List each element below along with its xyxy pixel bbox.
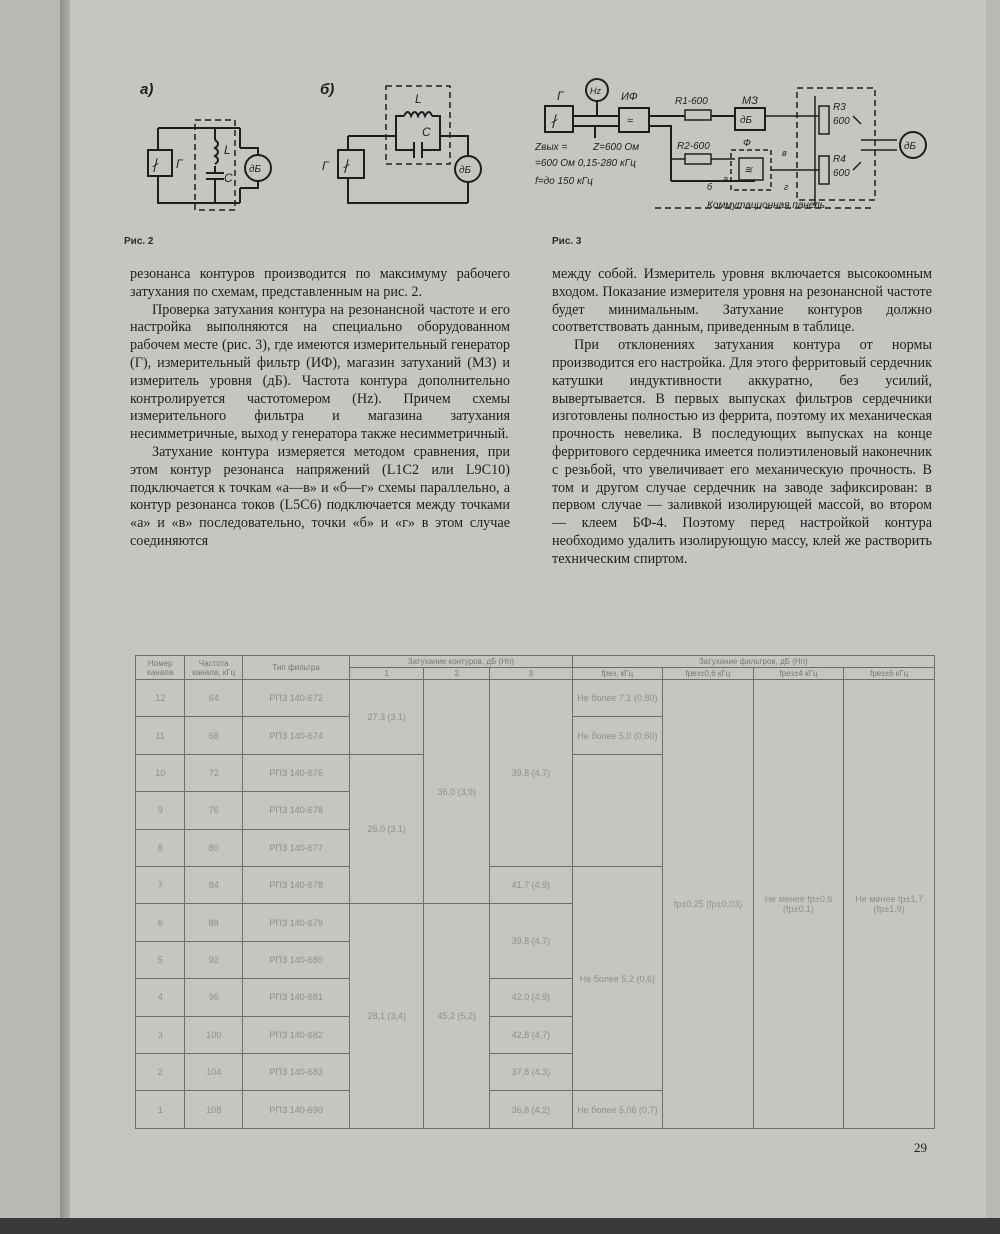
cell: 12: [136, 680, 185, 717]
fig2b-label: б): [320, 81, 335, 98]
subheader: fрез, кГц: [572, 668, 663, 680]
svg-text:а: а: [723, 174, 729, 184]
cell: 45,2 (5,2): [424, 904, 490, 1129]
header-filter-attenuation: Затухание фильтров, дБ (Нп): [572, 656, 934, 668]
cell: РПЗ 140-677: [243, 829, 350, 866]
subheader: fрез±4 кГц: [753, 668, 844, 680]
svg-text:∤: ∤: [550, 112, 557, 128]
svg-text:Коммутационная панель: Коммутационная панель: [707, 200, 826, 211]
cell: РПЗ 140-676: [243, 754, 350, 791]
svg-text:R1-600: R1-600: [675, 96, 708, 107]
paragraph: При отклонениях затухания контура от нормы производится его настройка. Для этого ферритовый сердечник катушки индуктивности аккуратно, без усилий, вывертывается. В первых выпусках фильтров сердечники изготовлены полностью из феррита, поэтому их механическая прочность невелика. В последующих выпусках на конце ферритового сердечника имеется полиэтиленовый наконечник с резьбой, что увеличивает его механическую прочность. В том и другом случае сердечник на заводе зафиксирован: в первом случае — заливкой изолирующей массой, во втором — клеем БФ-4. Поэтому перед настройкой контура необходимо удалить изолирующую массу, клей же растворить техническим спиртом.: [552, 337, 932, 567]
svg-text:в: в: [782, 148, 787, 158]
svg-text:Г: Г: [322, 159, 329, 173]
figure-2b-circuit: [318, 78, 488, 218]
cell: 9: [136, 792, 185, 829]
cell: РПЗ 140-674: [243, 717, 350, 754]
cell: 104: [185, 1054, 243, 1091]
cell: 108: [185, 1091, 243, 1129]
paragraph: Затухание контура измеряется методом сравнения, при этом контур резонанса напряжений (L1C2 или L9C10) подключается к точкам «а—в» и «б—г» схемы параллельно, а контур резонанса токов (L5C6) подключается между точками «а» и «в» последовательно, точки «б» и «г» в этом случае соединяются: [130, 443, 510, 549]
svg-text:600: 600: [833, 168, 850, 179]
svg-text:C: C: [224, 171, 233, 185]
svg-text:C: C: [422, 125, 431, 139]
attenuation-table: [135, 655, 935, 1129]
cell: 2: [136, 1054, 185, 1091]
svg-text:Z=600 Ом: Z=600 Ом: [593, 142, 640, 153]
cell: РПЗ 140-683: [243, 1054, 350, 1091]
cell: Не менее fр±0,6 (fр±0,1): [753, 680, 844, 1129]
cell: Не менее fр±1,7 (fр±1,9): [844, 680, 935, 1129]
cell: 36,0 (3,9): [424, 680, 490, 904]
cell: 6: [136, 904, 185, 941]
cell: fр±0,25 (fр±0,03): [663, 680, 754, 1129]
cell: 41,7 (4,9): [490, 867, 572, 904]
page-bottom-edge: [0, 1218, 1000, 1234]
subheader: fрез±6 кГц: [844, 668, 935, 680]
cell: 7: [136, 867, 185, 904]
cell: 42,0 (4,9): [490, 979, 572, 1016]
header-frequency: Частота канала, кГц: [185, 656, 243, 680]
cell: 27,3 (3,1): [350, 680, 424, 755]
svg-text:≈: ≈: [627, 115, 634, 127]
cell: 68: [185, 717, 243, 754]
svg-text:f=до 150 кГц: f=до 150 кГц: [535, 176, 593, 187]
svg-text:R2-600: R2-600: [677, 141, 710, 152]
header-channel: Номер канала: [136, 656, 185, 680]
svg-text:Г: Г: [176, 157, 183, 171]
cell: Не более 5,06 (0,7): [572, 1091, 663, 1129]
cell: 5: [136, 941, 185, 978]
cell: Не более 5,2 (0,6): [572, 867, 663, 1091]
cell: 64: [185, 680, 243, 717]
text-column-right: [552, 266, 932, 569]
header-filter-type: Тип фильтра: [243, 656, 350, 680]
cell: 42,8 (4,7): [490, 1016, 572, 1053]
cell: 1: [136, 1091, 185, 1129]
cell: 76: [185, 792, 243, 829]
svg-text:дБ: дБ: [459, 165, 472, 176]
page-number: 29: [914, 1140, 927, 1155]
cell: РПЗ 140-678: [243, 867, 350, 904]
svg-text:ИФ: ИФ: [621, 91, 638, 103]
svg-text:600: 600: [833, 116, 850, 127]
subheader: 2: [424, 668, 490, 680]
cell: 92: [185, 941, 243, 978]
cell: 88: [185, 904, 243, 941]
figure-2-caption: Рис. 2: [124, 236, 154, 247]
cell: РПЗ 140-690: [243, 1091, 350, 1129]
cell: РПЗ 140-682: [243, 1016, 350, 1053]
paragraph: резонанса контуров производится по максимуму рабочего затухания по схемам, представленным на рис. 2.: [130, 266, 510, 300]
cell: РПЗ 140-680: [243, 941, 350, 978]
cell: 39,8 (4,7): [490, 680, 572, 867]
cell: 4: [136, 979, 185, 1016]
figure-2a-circuit: [140, 78, 280, 218]
cell: РПЗ 140-672: [243, 680, 350, 717]
svg-text:дБ: дБ: [249, 164, 262, 175]
svg-text:≋: ≋: [744, 165, 753, 176]
svg-text:г: г: [784, 182, 789, 192]
figure-3-test-bench-diagram: [535, 76, 930, 216]
svg-text:∤: ∤: [151, 156, 158, 172]
cell: [572, 754, 663, 866]
figure-3-caption: Рис. 3: [552, 236, 582, 247]
svg-text:∤: ∤: [342, 157, 349, 173]
cell: 72: [185, 754, 243, 791]
svg-text:б: б: [707, 182, 713, 192]
paragraph: Проверка затухания контура на резонансной частоте и его настройка выполняются на специально оборудованном рабочем месте (рис. 3), где имеются измерительный генератор (Г), измерительный фильтр (ИФ), магазин затуханий (МЗ) и измеритель уровня (дБ). Частота контура дополнительно контролируется частотомером (Hz). Причем схемы измерительного фильтра и магазина затухания несимметричные, выход у генератора также несимметричный.: [130, 301, 510, 443]
subheader: 1: [350, 668, 424, 680]
fig2a-label: а): [140, 81, 154, 98]
paragraph: между собой. Измеритель уровня включается высокоомным входом. Показание измерителя уровня на резонансной частоте будет минимальным. Затухание контуров должно соответствовать данным, приведенным в таблице.: [552, 266, 932, 336]
text-column-left: [130, 266, 510, 551]
cell: 11: [136, 717, 185, 754]
cell: 36,8 (4,2): [490, 1091, 572, 1129]
subheader: 3: [490, 668, 572, 680]
svg-text:Г: Г: [557, 89, 564, 103]
cell: 96: [185, 979, 243, 1016]
cell: 100: [185, 1016, 243, 1053]
cell: 26,0 (3,1): [350, 754, 424, 904]
svg-text:Hz: Hz: [590, 86, 601, 96]
cell: Не более 7,1 (0,80): [572, 680, 663, 717]
cell: РПЗ 140-679: [243, 904, 350, 941]
svg-text:МЗ: МЗ: [742, 95, 758, 107]
cell: 39,8 (4,7): [490, 904, 572, 979]
svg-text:Ф: Ф: [743, 138, 751, 149]
subheader: fрез±0,6 кГц: [663, 668, 754, 680]
header-contour-attenuation: Затухание контуров, дБ (Нп): [350, 656, 572, 668]
svg-text:дБ: дБ: [904, 141, 917, 152]
cell: 28,1 (3,4): [350, 904, 424, 1129]
cell: 37,8 (4,3): [490, 1054, 572, 1091]
cell: 8: [136, 829, 185, 866]
svg-text:L: L: [415, 92, 422, 106]
cell: 80: [185, 829, 243, 866]
cell: 10: [136, 754, 185, 791]
svg-text:Zвых =: Zвых =: [535, 142, 568, 153]
svg-text:R3: R3: [833, 102, 846, 113]
svg-text:=600 Ом 0,15-280 кГц: =600 Ом 0,15-280 кГц: [535, 158, 636, 169]
svg-text:дБ: дБ: [740, 115, 753, 126]
table-row: [136, 680, 935, 717]
cell: 84: [185, 867, 243, 904]
cell: РПЗ 140-678: [243, 792, 350, 829]
cell: Не более 5,0 (0,60): [572, 717, 663, 754]
svg-text:L: L: [224, 143, 231, 157]
svg-text:R4: R4: [833, 154, 846, 165]
cell: РПЗ 140-681: [243, 979, 350, 1016]
cell: 3: [136, 1016, 185, 1053]
